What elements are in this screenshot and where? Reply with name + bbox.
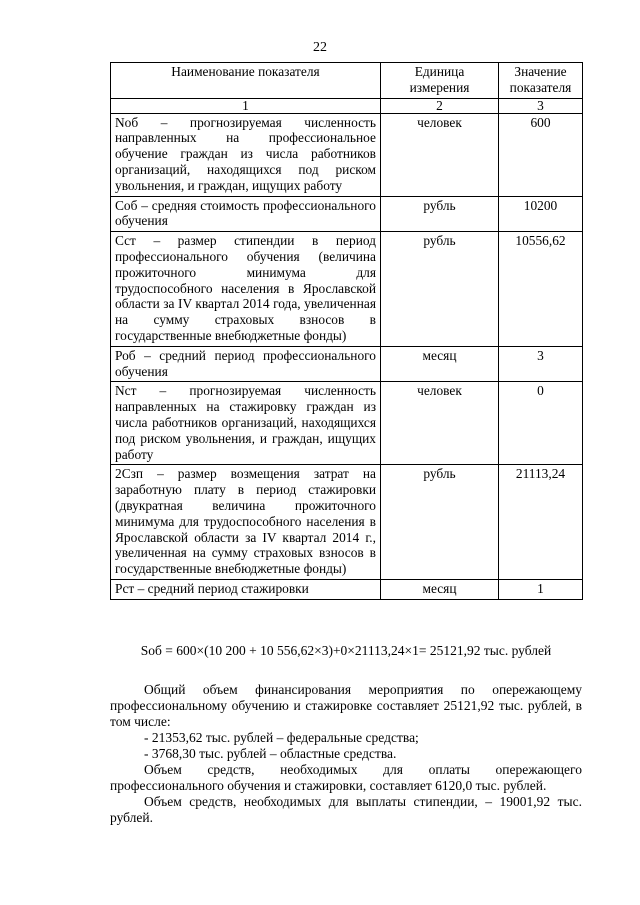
indicator-value: 10200 [499, 196, 583, 232]
indicator-value: 3 [499, 346, 583, 382]
column-number: 2 [381, 98, 499, 113]
regional-funds-item: - 3768,30 тыс. рублей – областные средства. [144, 746, 397, 761]
indicator-value: 10556,62 [499, 232, 583, 347]
indicator-name: Сст – размер стипендии в период профессионального обучения (величина прожиточного минимума для трудоспособного населения в Ярославской области за IV квартал 2014 года, увеличенная на сумму страховых взносов в государственные внебюджетные фонды) [111, 232, 381, 347]
stipend-payment-paragraph: Объем средств, необходимых для выплаты стипендии, – 19001,92 тыс. рублей. [110, 794, 582, 825]
indicator-value: 1 [499, 579, 583, 599]
table-row [111, 196, 583, 232]
indicator-unit: человек [381, 382, 499, 465]
column-number: 1 [111, 98, 381, 113]
table-row [111, 232, 583, 347]
indicator-value: 600 [499, 113, 583, 196]
indicator-name: 2Сзп – размер возмещения затрат на заработную плату в период стажировки (двукратная величина прожиточного минимума для трудоспособного населения в Ярославской области за IV квартал 2014 г., увеличенная на сумму страховых взносов в государственные внебюджетные фонды) [111, 465, 381, 580]
cost-formula: Sоб = 600×(10 200 + 10 556,62×3)+0×21113,24×1= 25121,92 тыс. рублей [140, 643, 552, 658]
federal-funds-item: - 21353,62 тыс. рублей – федеральные средства; [144, 730, 419, 745]
indicator-name: Роб – средний период профессионального обучения [111, 346, 381, 382]
column-number: 3 [499, 98, 583, 113]
table-row [111, 579, 583, 599]
table-row [111, 465, 583, 580]
indicator-value: 0 [499, 382, 583, 465]
indicator-name: Соб – средняя стоимость профессионального обучения [111, 196, 381, 232]
indicator-unit: рубль [381, 196, 499, 232]
financing-summary [110, 682, 582, 826]
table-row [111, 346, 583, 382]
indicator-name: Nоб – прогнозируемая численность направленных на профессиональное обучение граждан из числа работников организаций, находящихся под риском увольнения, и граждан, ищущих работу [111, 113, 381, 196]
table-row [111, 382, 583, 465]
indicator-unit: человек [381, 113, 499, 196]
indicator-value: 21113,24 [499, 465, 583, 580]
indicators-table [110, 62, 583, 600]
page-number: 22 [313, 40, 327, 55]
training-payment-paragraph: Объем средств, необходимых для оплаты опережающего профессионального обучения и стажировки, составляет 6120,0 тыс. рублей. [110, 762, 582, 793]
header-value: Значение показателя [499, 63, 583, 99]
table-row [111, 113, 583, 196]
header-unit: Единица измерения [381, 63, 499, 99]
indicator-unit: месяц [381, 579, 499, 599]
indicator-unit: месяц [381, 346, 499, 382]
indicator-name: Рст – средний период стажировки [111, 579, 381, 599]
total-financing-paragraph: Общий объем финансирования мероприятия по опережающему профессиональному обучению и стажировке составляет 25121,92 тыс. рублей, в том числе: [110, 682, 582, 729]
header-indicator-name: Наименование показателя [111, 63, 381, 99]
table-header-row [111, 63, 583, 99]
indicator-unit: рубль [381, 465, 499, 580]
indicator-name: Nст – прогнозируемая численность направленных на стажировку граждан из числа работников организаций, находящихся под риском увольнения, и граждан, ищущих работу [111, 382, 381, 465]
indicator-unit: рубль [381, 232, 499, 347]
column-numbering-row [111, 98, 583, 113]
